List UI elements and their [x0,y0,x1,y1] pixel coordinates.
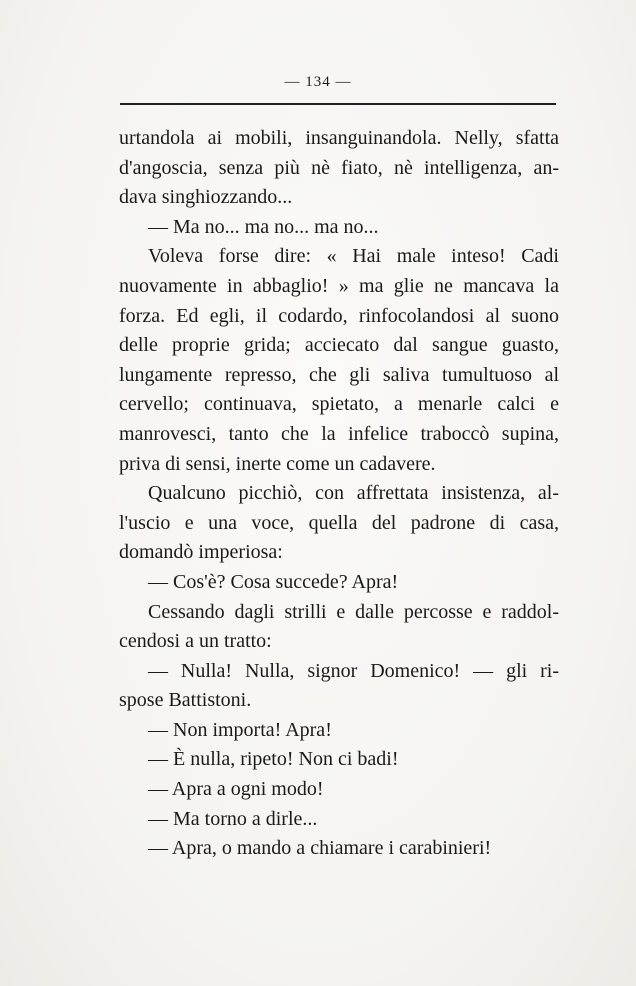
body-text [119,124,559,864]
header-rule [120,103,556,105]
text-line: — Ma torno a dirle... [148,807,318,830]
text-line: lungamente represso, che gli saliva tumultuoso al [119,363,559,386]
text-line: domandò imperiosa: [119,541,283,564]
text-line: manrovesci, tanto che la infelice traboccò supina, [119,422,559,445]
text-line: Cessando dagli strilli e dalle percosse e raddol- [148,600,559,623]
text-line: — Ma no... ma no... ma no... [148,215,379,238]
text-line: urtandola ai mobili, insanguinandola. Nelly, sfatta [119,127,559,149]
text-line: — Non importa! Apra! [148,718,332,741]
text-line: spose Battistoni. [119,689,252,712]
text-line: Qualcuno picchiò, con affrettata insistenza, al- [148,482,559,505]
text-line: priva di sensi, inerte come un cadavere. [119,452,436,475]
text-line: delle proprie grida; acciecato dal sangue guasto, [119,334,559,357]
text-line: forza. Ed egli, il codardo, rinfocolandosi al suono [119,304,559,327]
text-line: — Nulla! Nulla, signor Domenico! — gli ri- [148,659,559,682]
text-line: cendosi a un tratto: [119,630,272,653]
page-number: — 134 — [284,74,352,90]
text-line: — Apra a ogni modo! [148,778,324,801]
text-line: nuovamente in abbaglio! » ma glie ne mancava la [119,274,559,297]
text-line: d'angoscia, senza più nè fiato, nè intelligenza, an- [119,156,559,179]
text-line: — È nulla, ripeto! Non ci badi! [148,748,399,771]
text-line: Voleva forse dire: « Hai male inteso! Cadi [148,245,559,268]
text-line: dava singhiozzando... [119,186,293,209]
text-line: l'uscio e una voce, quella del padrone di casa, [119,511,559,534]
text-line: cervello; continuava, spietato, a menarle calci e [119,393,559,416]
text-line: — Apra, o mando a chiamare i carabinieri! [148,837,492,860]
text-line: — Cos'è? Cosa succede? Apra! [148,570,399,593]
